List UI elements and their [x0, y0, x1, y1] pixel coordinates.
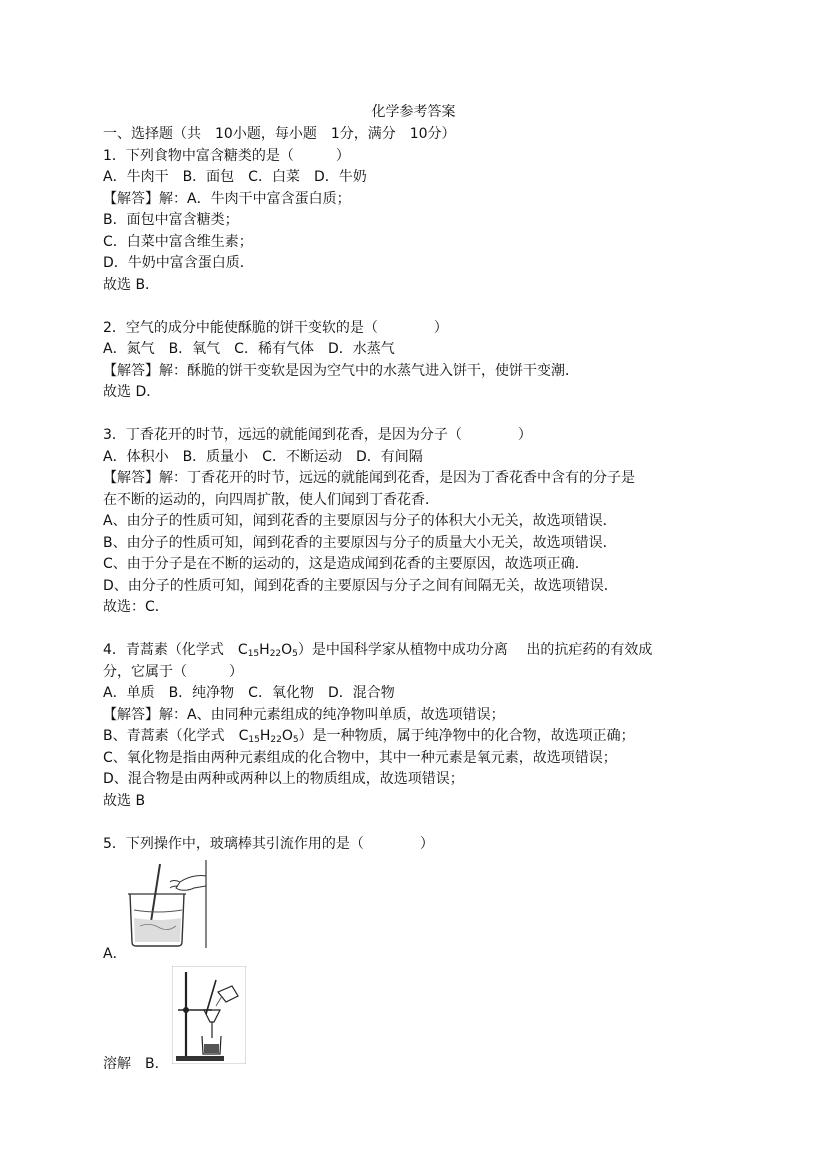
q4-stem-cont: 分，它属于（ ） — [103, 663, 243, 680]
q4-answer-line: 【解答】解：A、由同种元素组成的纯净物叫单质，故选项错误； — [103, 706, 505, 723]
artemisinin-formula: $C_{15}H_{22}O_5$ — [237, 642, 298, 659]
filtration-stand-illustration — [172, 966, 246, 1064]
q4-answer-line: B、青蒿素（化学式 $C_{15}H_{22}O_5$）是一种物质，属于纯净物中的化合物，故选项正确； — [103, 728, 635, 745]
q3-answer-line: B、由分子的性质可知，闻到花香的主要原因与分子的质量大小无关，故选项错误． — [103, 534, 617, 551]
answer-body — [103, 124, 723, 855]
q3-answer-line: D、由分子的性质可知，闻到花香的主要原因与分子之间有间隔无关，故选项错误． — [103, 577, 618, 594]
page-title: 化学参考答案 — [371, 104, 456, 120]
q2-stem: 2．空气的成分中能使酥脆的饼干变软的是（ ） — [103, 319, 448, 336]
q4-options: A．单质 B．纯净物 C．氧化物 D．混合物 — [103, 685, 395, 701]
q4-answer-line: D、混合物是由两种或两种以上的物质组成，故选项错误； — [103, 771, 464, 787]
q2-answer-line: 故选 D． — [103, 384, 161, 400]
q4-stem-start: 4．青蒿素（化学式 — [103, 642, 238, 658]
q4-stem-end: ）是中国科学家从植物中成功分离 出的抗疟药的有效成 — [297, 642, 653, 658]
q4-answer-line: 故选 B — [103, 792, 146, 809]
q1-answer-line: B．面包中富含糖类； — [103, 212, 239, 228]
option-b-label: 溶解 B． — [103, 1056, 169, 1072]
option-a-label: A． — [103, 946, 127, 962]
spacer — [103, 619, 723, 641]
q1-answer-line: D．牛奶中富含蛋白质． — [103, 255, 254, 271]
spacer — [103, 404, 723, 426]
q4-answer-line: C、氧化物是指由两种元素组成的化合物中，其中一种元素是氧元素，故选项错误； — [103, 749, 617, 766]
section-heading: 一、选择题（共 10小题，每小题 1分，满分 10分） — [103, 126, 456, 142]
q1-answer-line: 故选 B． — [103, 276, 160, 293]
q3-answer-line: 【解答】解：丁香花开的时节，远远的就能闻到花香，是因为丁香花香中含有的分子是 — [103, 470, 635, 486]
q1-answer-line: C．白菜中富含维生素； — [103, 233, 253, 250]
q3-answer-line: C、由于分子是在不断的运动的，这是造成闻到花香的主要原因，故选项正确． — [103, 556, 589, 572]
q1-options: A．牛肉干 B．面包 C．白菜 D．牛奶 — [103, 169, 367, 185]
spacer — [103, 812, 723, 834]
q5-stem: 5．下列操作中，玻璃棒其引流作用的是（ ） — [103, 835, 434, 852]
q1-answer-line: 【解答】解：A．牛肉干中富含蛋白质； — [103, 190, 351, 207]
q3-answer-line: A、由分子的性质可知，闻到花香的主要原因与分子的体积大小无关，故选项错误． — [103, 513, 617, 529]
artemisinin-formula: $C_{15}H_{22}O_5$ — [238, 728, 299, 745]
q3-answer-line: 在不断的运动的，向四周扩散，使人们闻到丁香花香． — [103, 491, 439, 508]
q2-answer-line: 【解答】解：酥脆的饼干变软是因为空气中的水蒸气进入饼干，使饼干变潮． — [103, 362, 579, 379]
q3-answer-line: 故选：C． — [103, 599, 169, 615]
q3-stem: 3．丁香花开的时节，远远的就能闻到花香，是因为分子（ ） — [103, 427, 532, 443]
q4-stem — [103, 640, 723, 662]
q2-options: A．氮气 B．氧气 C．稀有气体 D．水蒸气 — [103, 341, 395, 357]
spacer — [103, 296, 723, 318]
dissolving-beaker-illustration — [120, 858, 220, 950]
q3-options: A．体积小 B．质量小 C．不断运动 D．有间隔 — [103, 448, 423, 465]
q1-stem: 1．下列食物中富含糖类的是（ ） — [103, 147, 350, 164]
